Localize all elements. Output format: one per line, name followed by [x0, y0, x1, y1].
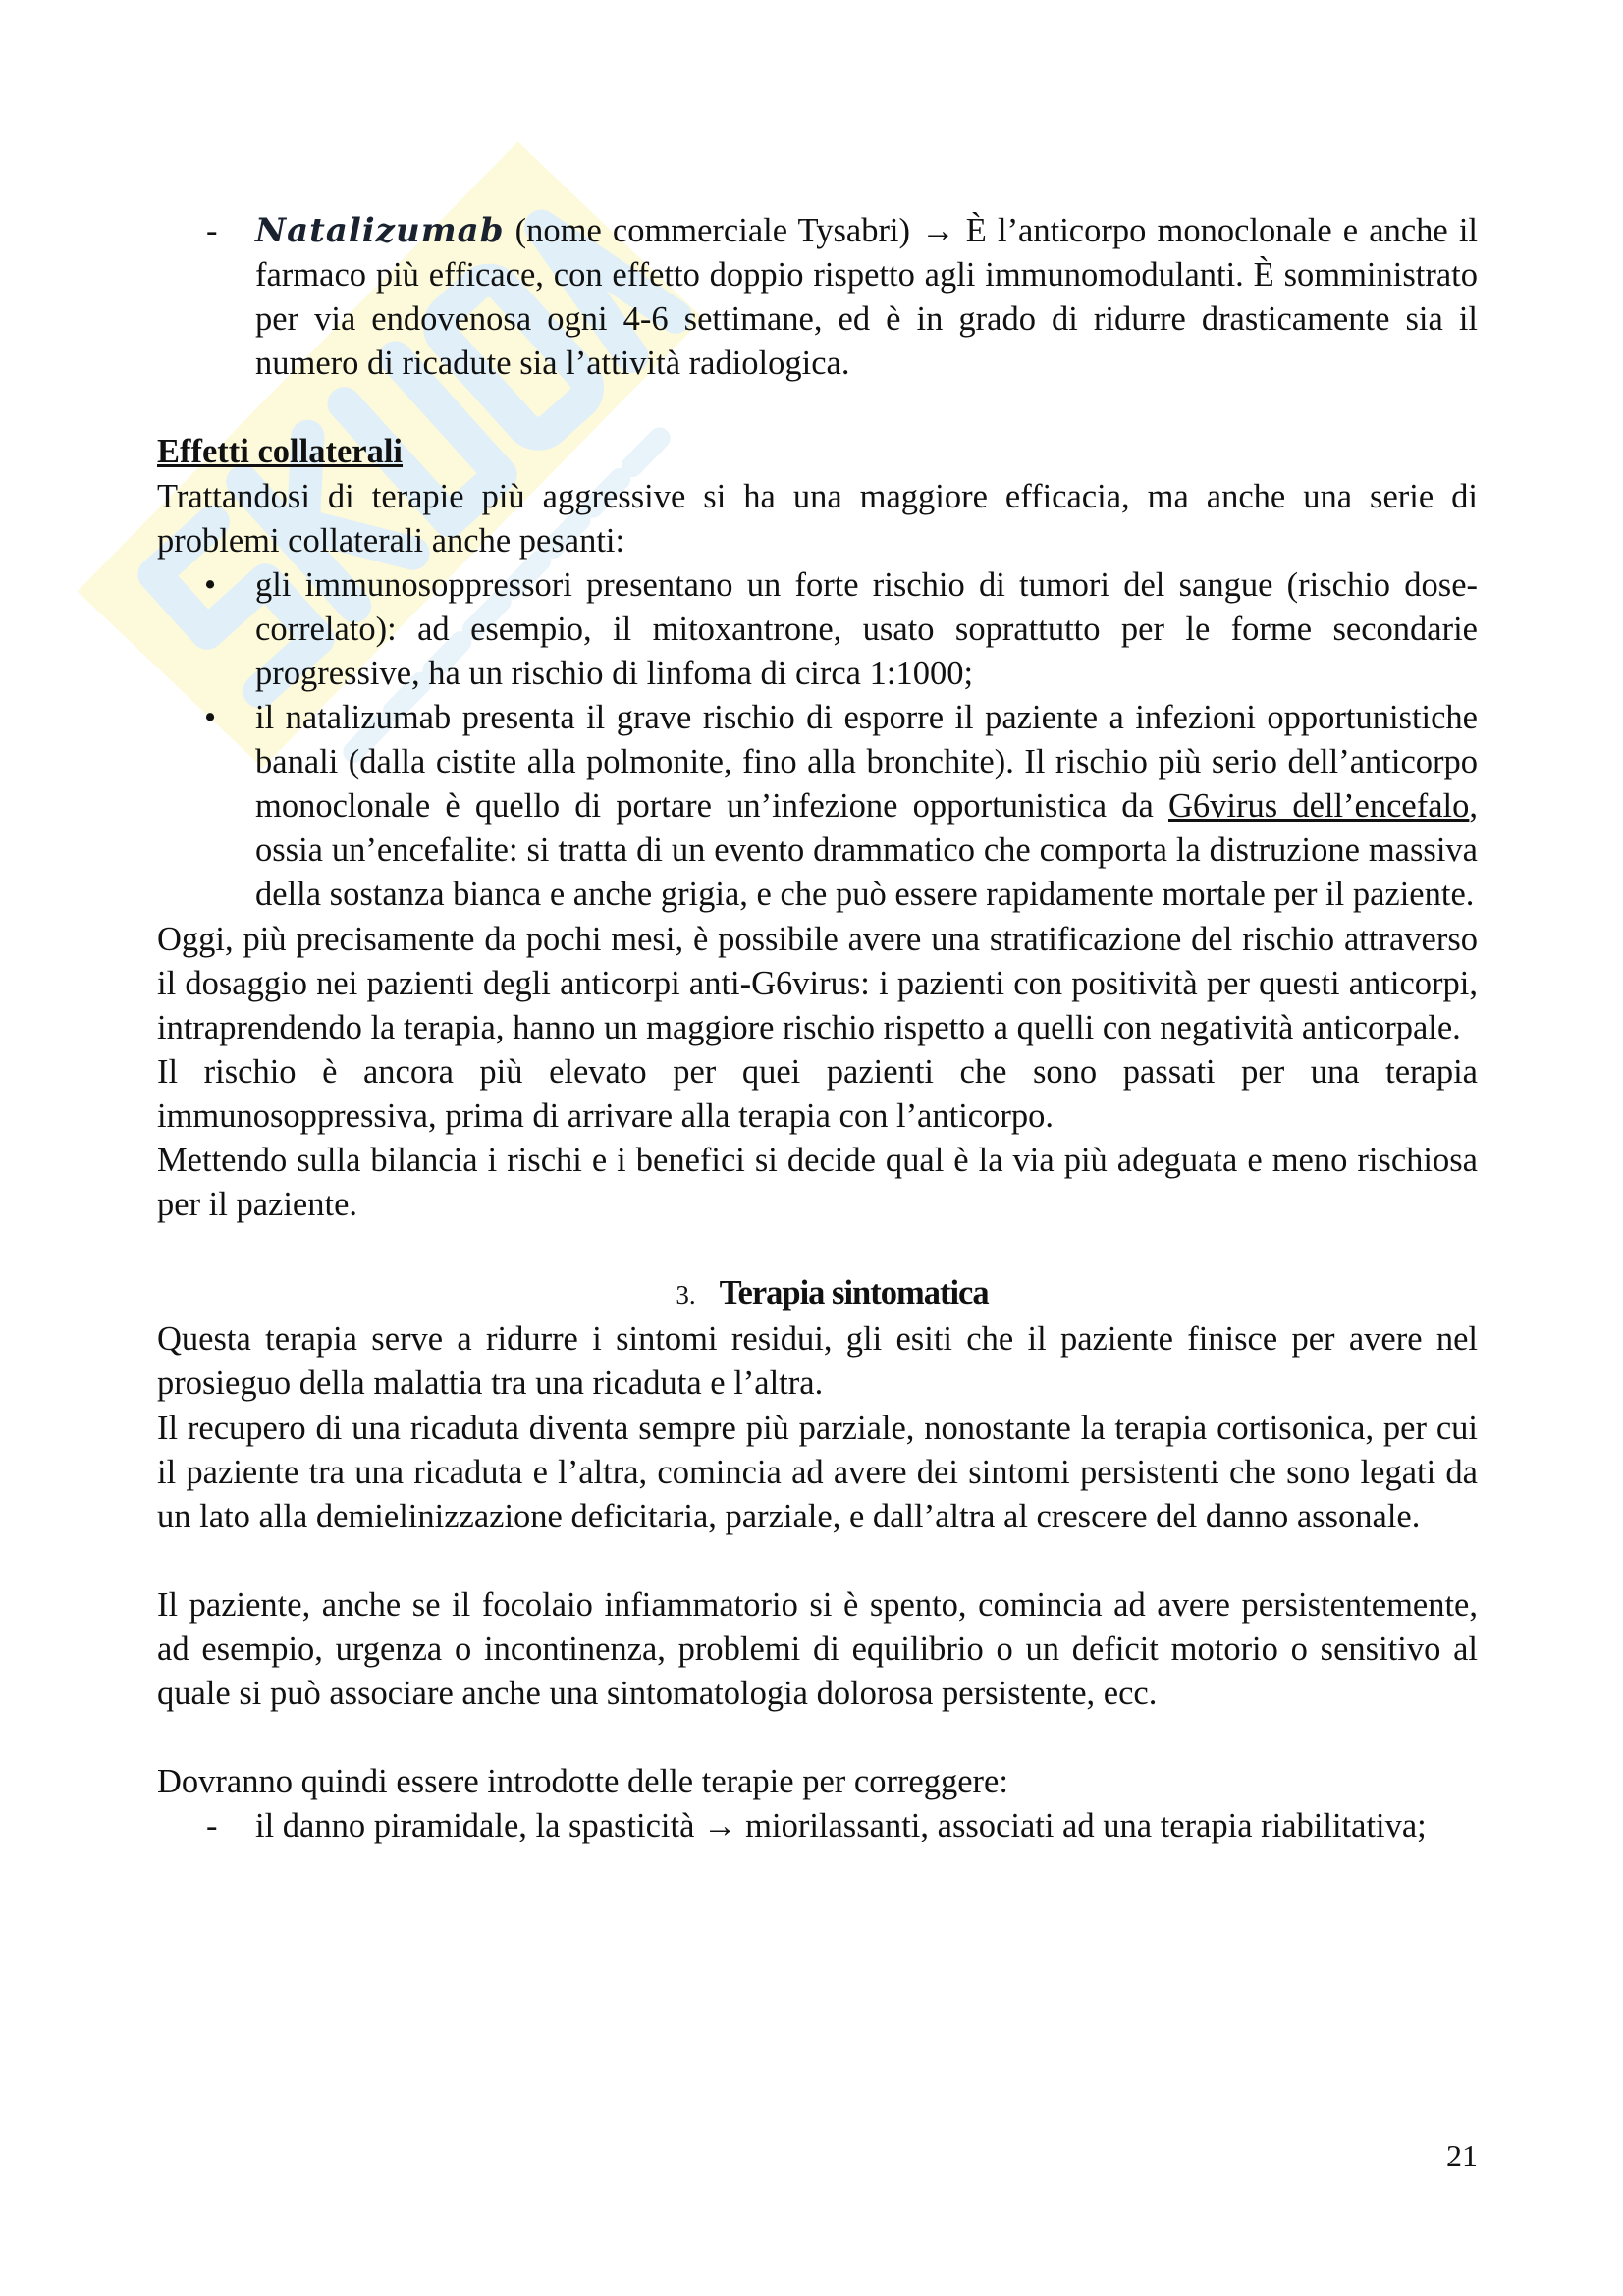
paragraph: Il recupero di una ricaduta diventa sempre più parziale, nonostante la terapia cortisonica, per cui il paziente tra una ricaduta e l’altra, comincia ad avere dei sintomi persistenti che sono legati da un lato alla demielinizzazione deficitaria, parziale, e dall’altra al crescere del danno assonale.: [157, 1409, 1478, 1535]
paragraph: Mettendo sulla bilancia i rischi e i benefici si decide qual è la via più adeguata e meno rischiosa per il paziente.: [157, 1141, 1478, 1224]
paragraph: Il rischio è ancora più elevato per quei pazienti che sono passati per una terapia immunosoppressiva, prima di arrivare alla terapia con l’anticorpo.: [157, 1052, 1478, 1135]
link-g6virus[interactable]: G6virus dell’encefalo: [1167, 787, 1470, 826]
drug-name: Natalizumab: [255, 211, 505, 250]
bullet-icon: •: [204, 699, 217, 737]
item-text: (nome commerciale Tysabri) → È l’anticorpo monoclonale e anche il farmaco più efficace, con effetto doppio rispetto agli immunomodulanti. È somministrato per via endovenosa ogni 4-6 settimane, ed è in grado di ridurre drasticamente sia il numero di ricadute sia l’attività radiologica.: [255, 212, 1478, 383]
list-item-natalizumab: [157, 209, 1478, 386]
bullet-icon: •: [204, 565, 217, 604]
item-text: il danno piramidale, la spasticità → miorilassanti, associati ad una terapia riabilitativa;: [255, 1807, 1427, 1845]
bullet-item: [157, 696, 1478, 917]
section-heading-effetti-collaterali: Effetti collaterali: [157, 433, 404, 471]
page-number: 21: [1446, 2138, 1478, 2173]
paragraph: Il paziente, anche se il focolaio infiammatorio si è spento, comincia ad avere persistentemente, ad esempio, urgenza o incontinenza, problemi di equilibrio o un deficit motorio o sensitivo al quale si può associare anche una sintomatologia dolorosa persistente, ecc.: [157, 1585, 1478, 1713]
bullet-item: [157, 563, 1478, 696]
dash-marker: -: [206, 212, 218, 249]
dash-marker: -: [206, 1807, 218, 1845]
section-heading-terapia-sintomatica: [157, 1271, 1478, 1317]
bullet-text: gli immunosoppressori presentano un forte rischio di tumori del sangue (rischio dose-correlato): ad esempio, il mitoxantrone, usato soprattutto per le forme secondarie progressive, ha un rischio di linfoma di circa 1:1000;: [255, 565, 1478, 692]
section-title: Terapia sintomatica: [719, 1274, 989, 1312]
paragraph: Oggi, più precisamente da pochi mesi, è possibile avere una stratificazione del rischio attraverso il dosaggio nei pazienti degli anticorpi anti-G6virus: i pazienti con positività per questi anticorpi, intraprendendo la terapia, hanno un maggiore rischio rispetto a quelli con negatività anticorpale.: [157, 920, 1478, 1046]
paragraph: Trattandosi di terapie più aggressive si ha una maggiore efficacia, ma anche una serie di problemi collaterali anche pesanti:: [157, 477, 1478, 560]
document-body: [157, 209, 1478, 1848]
bullet-text: , ossia un’encefalite: si tratta di un evento drammatico che comporta la distruzione massiva della sostanza bianca e anche grigia, e che può essere rapidamente mortale per il paziente.: [255, 787, 1478, 914]
paragraph: Questa terapia serve a ridurre i sintomi residui, gli esiti che il paziente finisce per avere nel prosieguo della malattia tra una ricaduta e l’altra.: [157, 1320, 1478, 1403]
paragraph: Dovranno quindi essere introdotte delle terapie per correggere:: [157, 1763, 1008, 1801]
bullet-text: il natalizumab presenta il grave rischio di esporre il paziente a infezioni opportunistiche banali (dalla cistite alla polmonite, fino alla bronchite). Il rischio più serio dell’anticorpo monoclonale è quello di portare un’infezione opportunistica da: [255, 699, 1478, 826]
list-item: [157, 1804, 1478, 1848]
section-number: 3.: [676, 1280, 696, 1310]
